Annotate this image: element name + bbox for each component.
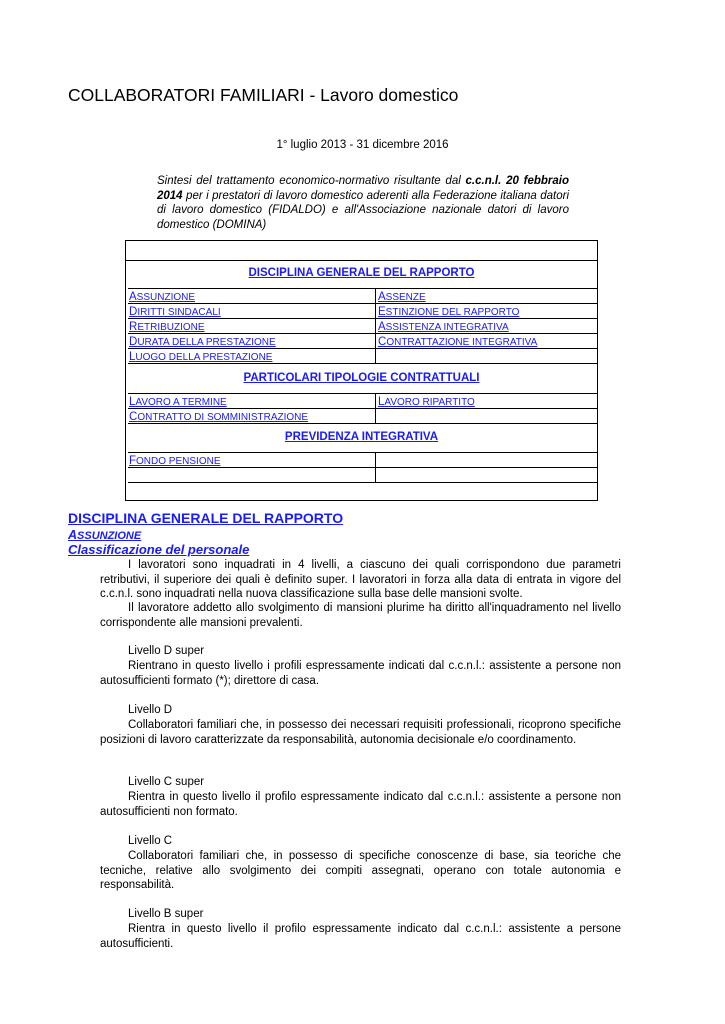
level-name: Livello D [128, 704, 173, 716]
index-link-lavoro-ripartito[interactable]: LAVORO RIPARTITO [378, 396, 475, 408]
subsection-title: ASSUNZIONE [68, 528, 142, 542]
level-name: Livello C [128, 835, 173, 847]
level-description: Collaboratori familiari che, in possesso dei necessari requisiti professionali, ricoprono specifiche posizioni di lavoro caratterizzate da responsabilità, autonomia decisionale e/o coordinamento. [100, 719, 621, 746]
level-name: Livello D super [128, 645, 205, 657]
section-title: DISCIPLINA GENERALE DEL RAPPORTO [68, 510, 344, 526]
level-name: Livello C super [128, 776, 205, 788]
index-link-luogo-prestazione[interactable]: LUOGO DELLA PRESTAZIONE [129, 351, 273, 363]
index-link-estinzione-rapporto[interactable]: ESTINZIONE DEL RAPPORTO [378, 306, 520, 318]
index-heading-disciplina[interactable]: DISCIPLINA GENERALE DEL RAPPORTO [248, 267, 475, 279]
index-link-lavoro-termine[interactable]: LAVORO A TERMINE [129, 396, 227, 408]
level-description: Rientra in questo livello il profilo espressamente indicato dal c.c.n.l.: assistente a persone non autosufficienti non formato. [100, 791, 621, 818]
index-heading-tipologie[interactable]: PARTICOLARI TIPOLOGIE CONTRATTUALI [243, 372, 480, 384]
index-empty-row [126, 241, 597, 261]
topic-title: Classificazione del personale [68, 542, 250, 557]
level-description: Rientra in questo livello il profilo espressamente indicato dal c.c.n.l.: assistente a persone autosufficienti. [100, 923, 621, 950]
intro-summary: Sintesi del trattamento economico-normativo risultante dal c.c.n.l. 20 febbraio 2014 per i prestatori di lavoro domestico aderenti alla Federazione italiana datori di lavoro domestico (FIDALDO) e all'Associazione nazionale datori di lavoro domestico (DOMINA) [157, 175, 569, 231]
index-link-assunzione[interactable]: ASSUNZIONE [129, 291, 196, 303]
index-link-durata-prestazione[interactable]: DURATA DELLA PRESTAZIONE [129, 336, 276, 348]
paragraph-classificazione: I lavoratori sono inquadrati in 4 livelli, a ciascuno dei quali corrispondono due parametri retributivi, il superiore dei quali è definito super. I lavoratori in forza alla data di entrata in vigore del c.c.n.l. sono inquadrati nella nuova classificazione sulla base delle mansioni svolte. [100, 559, 621, 601]
level-description: Collaboratori familiari che, in possesso di specifiche conoscenze di base, sia teoriche che tecniche, relative allo svolgimento dei compiti assegnati, operano con totale autonomia e responsabilità. [100, 850, 621, 892]
index-link-somministrazione[interactable]: CONTRATTO DI SOMMINISTRAZIONE [129, 411, 309, 423]
index-link-assenze[interactable]: ASSENZE [378, 291, 426, 303]
page-title: COLLABORATORI FAMILIARI - Lavoro domestico [68, 85, 459, 105]
index-link-contrattazione-integrativa[interactable]: CONTRATTAZIONE INTEGRATIVA [378, 336, 538, 348]
level-description: Rientrano in questo livello i profili espressamente indicati dal c.c.n.l.: assistente a persone non autosufficienti formato (*); direttore di casa. [100, 660, 621, 687]
index-heading-previdenza[interactable]: PREVIDENZA INTEGRATIVA [284, 431, 439, 443]
index-link-diritti-sindacali[interactable]: DIRITTI SINDACALI [129, 306, 221, 318]
level-name: Livello B super [128, 908, 204, 920]
paragraph-mansioni-plurime: Il lavoratore addetto allo svolgimento di mansioni plurime ha diritto all'inquadramento nel livello corrispondente alle mansioni prevalenti. [100, 602, 621, 629]
validity-period: 1° luglio 2013 - 31 dicembre 2016 [276, 139, 449, 151]
index-link-fondo-pensione[interactable]: FONDO PENSIONE [129, 455, 221, 467]
index-link-assistenza-integrativa[interactable]: ASSISTENZA INTEGRATIVA [378, 321, 509, 333]
ccnl-reference: c.c.n.l. 20 febbraio 2014 [157, 175, 569, 202]
index-link-retribuzione[interactable]: RETRIBUZIONE [129, 321, 205, 333]
index-table [125, 240, 598, 501]
